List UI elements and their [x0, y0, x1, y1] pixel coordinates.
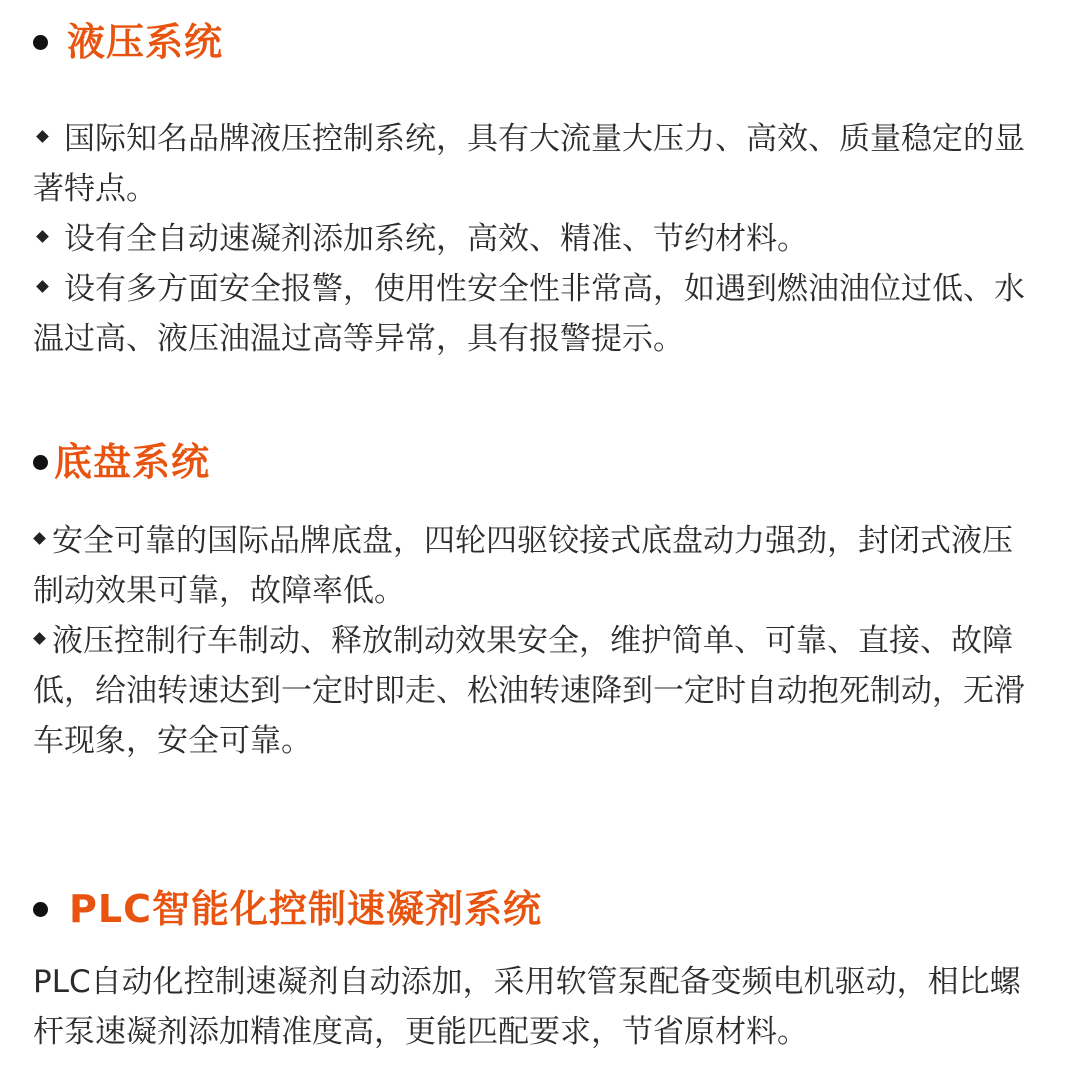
diamond-bullet-icon: [33, 632, 46, 645]
section-heading: [33, 434, 1070, 490]
diamond-bullet-icon: [36, 230, 49, 243]
bullet-dot-icon: [33, 35, 48, 50]
paragraph-text: 安全可靠的国际品牌底盘，四轮四驱铰接式底盘动力强劲，封闭式液压制动效果可靠，故障率低。: [33, 523, 1013, 609]
paragraph: [33, 214, 1038, 264]
diamond-bullet-icon: [33, 532, 46, 545]
paragraph-text: 设有多方面安全报警，使用性安全性非常高，如遇到燃油油位过低、水温过高、液压油温过高等异常，具有报警提示。: [33, 271, 1025, 357]
paragraph: [33, 114, 1038, 214]
paragraph: [33, 616, 1038, 766]
paragraph-text: 液压控制行车制动、释放制动效果安全，维护简单、可靠、直接、故障低，给油转速达到一定时即走、松油转速降到一定时自动抱死制动，无滑车现象，安全可靠。: [33, 623, 1025, 759]
section-heading: [33, 14, 1070, 70]
paragraph-text: 设有全自动速凝剂添加系统，高效、精准、节约材料。: [64, 221, 808, 257]
bullet-dot-icon: [33, 902, 48, 917]
section-hydraulic: [0, 14, 1070, 364]
section-heading: [33, 881, 1070, 937]
paragraph: [33, 264, 1038, 364]
bullet-dot-icon: [33, 455, 48, 470]
paragraph-text: 国际知名品牌液压控制系统，具有大流量大压力、高效、质量稳定的显著特点。: [33, 121, 1025, 207]
section-title: PLC智能化控制速凝剂系统: [69, 887, 542, 931]
diamond-bullet-icon: [36, 280, 49, 293]
diamond-bullet-icon: [36, 130, 49, 143]
paragraph: [33, 957, 1038, 1057]
paragraph: [33, 516, 1038, 616]
paragraph-text: PLC自动化控制速凝剂自动添加，采用软管泵配备变频电机驱动，相比螺杆泵速凝剂添加精准度高，更能匹配要求，节省原材料。: [33, 964, 1021, 1050]
section-chassis: [0, 434, 1070, 766]
section-title: 液压系统: [67, 20, 224, 64]
section-title: 底盘系统: [54, 440, 211, 484]
section-plc: [0, 881, 1070, 1057]
